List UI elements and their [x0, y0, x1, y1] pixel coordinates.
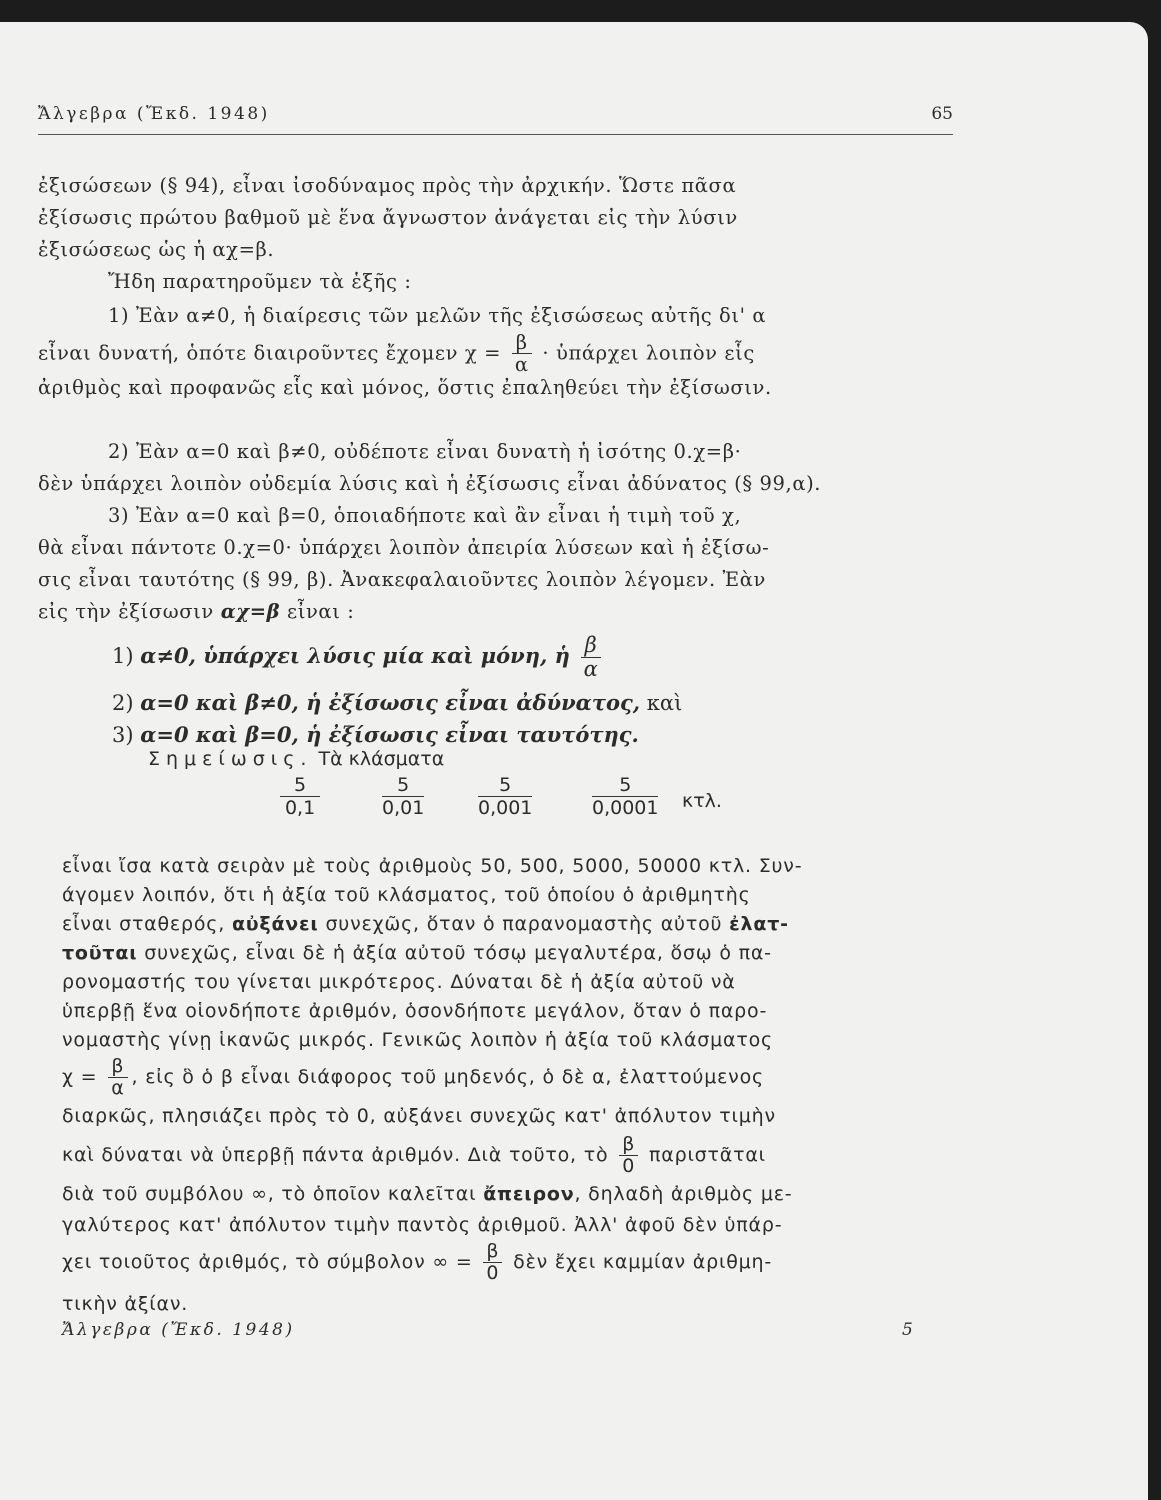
running-title: Ἄλγεβρα (Ἔκδ. 1948)	[38, 104, 270, 124]
fraction-numerator: 5	[280, 774, 320, 797]
text-span: · ὑπάρχει λοιπὸν εἷς	[542, 341, 755, 365]
fraction-denominator: α	[111, 1077, 125, 1099]
case-2	[112, 690, 682, 715]
text-line	[62, 1133, 972, 1177]
case-text: α=0 καὶ β≠0, ἡ ἐξίσωσις εἶναι ἀδύνατος,	[140, 690, 641, 715]
text-line	[62, 1240, 972, 1284]
case-number: 2)	[112, 691, 134, 715]
fraction-denominator: 0	[486, 1262, 500, 1284]
case-1	[112, 634, 605, 681]
fraction-denominator: 0	[622, 1155, 636, 1177]
note-ktl: κτλ.	[682, 790, 722, 812]
fraction	[483, 1241, 502, 1284]
note-body	[62, 852, 972, 1324]
text-line: ἀριθμὸς καὶ προφανῶς εἷς καὶ μόνος, ὅστις ἐπαληθεύει τὴν ἐξίσωσιν.	[38, 376, 772, 399]
equation: αχ=β	[220, 600, 281, 623]
item-3	[38, 500, 958, 628]
text-line: θὰ εἶναι πάντοτε 0.χ=0· ὑπάρχει λοιπὸν ἀπειρία λύσεων καὶ ἡ ἐξίσω-	[38, 536, 770, 559]
text-line	[62, 910, 972, 939]
text-line: εἶναι ἴσα κατὰ σειρὰν μὲ τοὺς ἀριθμοὺς 50, 500, 5000, 50000 κτλ. Συν-	[62, 855, 803, 877]
fraction-numerator: β	[512, 332, 532, 354]
text-line: ἐξισώσεως ὡς ἡ αχ=β.	[38, 238, 275, 261]
fraction-denominator: 0,01	[382, 797, 425, 819]
text-span: , δηλαδὴ ἀριθμὸς με-	[574, 1183, 793, 1205]
text-line: γαλύτερος κατ' ἀπόλυτον τιμὴν παντὸς ἀριθμοῦ. Ἀλλ' ἀφοῦ δὲν ὑπάρ-	[62, 1214, 783, 1236]
fraction	[581, 634, 601, 681]
text-line: 2) Ἐὰν α=0 καὶ β≠0, οὐδέποτε εἶναι δυνατὴ ἡ ἰσότης 0.χ=β·	[108, 440, 742, 463]
note-fraction-4	[592, 774, 658, 819]
item-1	[38, 300, 958, 404]
text-span: εἰς τὴν ἐξίσωσιν	[38, 600, 214, 623]
text-span: εἶναι δυνατή, ὁπότε διαιροῦντες ἔχομεν χ =	[38, 341, 502, 365]
fraction-denominator: 0,001	[478, 797, 533, 819]
note-text: Τὰ κλάσματα	[318, 748, 445, 770]
text-span: δὲν ἔχει καμμίαν ἀριθμη-	[513, 1251, 773, 1273]
fraction-denominator: α	[514, 353, 529, 377]
case-3	[112, 722, 639, 747]
text-span: διὰ τοῦ συμβόλου ∞, τὸ ὁποῖον καλεῖται	[62, 1183, 477, 1205]
item-2	[38, 436, 958, 500]
text-line	[38, 596, 958, 628]
note-fraction-1	[280, 774, 320, 819]
fraction-numerator: 5	[382, 774, 424, 797]
text-span: χ =	[62, 1066, 98, 1088]
text-line: ἐξίσωσις πρώτου βαθμοῦ μὲ ἕνα ἄγνωστον ἀνάγεται εἰς τὴν λύσιν	[38, 206, 738, 229]
text-line	[38, 331, 958, 377]
page-number: 65	[931, 104, 953, 124]
case-number: 3)	[112, 723, 134, 747]
text-line: άγομεν λοιπόν, ὅτι ἡ ἀξία τοῦ κλάσματος, τοῦ ὁποίου ὁ ἀριθμητὴς	[62, 884, 751, 906]
emphasis: ἐλατ-	[729, 913, 789, 935]
footer-title: Ἄλγεβρα (Ἔκδ. 1948)	[62, 1320, 295, 1340]
fraction-denominator: α	[583, 657, 598, 682]
note-heading	[148, 748, 444, 770]
text-span: , εἰς ὃ ὁ β εἶναι διάφορος τοῦ μηδενός, ὁ δὲ α, ἐλαττούμενος	[131, 1066, 764, 1088]
case-text: α≠0, ὑπάρχει λύσις μία καὶ μόνη, ἡ	[140, 643, 570, 669]
text-line: ὑπερβῇ ἕνα οἱονδήποτε ἀριθμόν, ὁσονδήποτε μεγάλον, ὅταν ὁ παρο-	[62, 1000, 768, 1022]
fraction-numerator: β	[581, 634, 601, 658]
text-line	[62, 1177, 972, 1211]
fraction-numerator: 5	[592, 774, 658, 797]
case-number: 1)	[112, 644, 134, 669]
text-span: εἶναι σταθερός,	[62, 913, 226, 935]
book-page	[0, 22, 1148, 1500]
text-span: χει τοιοῦτος ἀριθμός, τὸ σύμβολον ∞ =	[62, 1251, 473, 1273]
text-line: 1) Ἐὰν α≠0, ἡ διαίρεσις τῶν μελῶν τῆς ἐξισώσεως αὐτῆς δι' α	[108, 304, 767, 327]
paragraph-2: Ἤδη παρατηροῦμεν τὰ ἑξῆς :	[108, 270, 412, 293]
text-line	[62, 939, 972, 968]
page-header	[38, 104, 953, 135]
fraction-denominator: 0,0001	[592, 797, 659, 819]
signature-mark: 5	[902, 1320, 913, 1340]
text-span: παριστᾶται	[649, 1144, 766, 1166]
text-span: εἶναι :	[287, 600, 355, 623]
note-fraction-3	[478, 774, 532, 819]
text-line: ἐξισώσεων (§ 94), εἶναι ἰσοδύναμος πρὸς τὴν ἀρχικήν. Ὥστε πᾶσα	[38, 174, 737, 197]
text-line: 3) Ἐὰν α=0 καὶ β=0, ὁποιαδήποτε καὶ ἂν εἶναι ἡ τιμὴ τοῦ χ,	[108, 504, 742, 527]
text-span: συνεχῶς, εἶναι δὲ ἡ ἀξία αὐτοῦ τόσῳ μεγαλυτέρα, ὅσῳ ὁ πα-	[144, 942, 772, 964]
text-span: καὶ δύναται νὰ ὑπερβῇ πάντα ἀριθμόν. Διὰ τοῦτο, τὸ	[62, 1144, 609, 1166]
fraction-numerator: β	[619, 1134, 638, 1156]
text-span: συνεχῶς, ὅταν ὁ παρανομαστὴς αὐτοῦ	[325, 913, 723, 935]
emphasis: αὐξάνει	[231, 913, 319, 935]
fraction-numerator: β	[483, 1241, 502, 1263]
fraction	[619, 1134, 638, 1177]
text-line: τικὴν ἀξίαν.	[62, 1293, 189, 1315]
text-line: σις εἶναι ταυτότης (§ 99, β). Ἀνακεφαλαιοῦντες λοιπὸν λέγομεν. Ἐὰν	[38, 568, 767, 591]
fraction	[108, 1056, 127, 1099]
fraction	[512, 332, 532, 376]
text-line: διαρκῶς, πλησιάζει πρὸς τὸ 0, αὐξάνει συνεχῶς κατ' ἀπόλυτον τιμὴν	[62, 1105, 776, 1127]
text-line: δὲν ὑπάρχει λοιπὸν οὐδεμία λύσις καὶ ἡ ἐξίσωσις εἶναι ἀδύνατος (§ 99,α).	[38, 472, 822, 495]
paragraph-1	[38, 170, 958, 266]
text-line	[62, 1055, 972, 1099]
emphasis: ἄπειρον	[483, 1183, 575, 1205]
emphasis: τοῦται	[62, 942, 138, 964]
case-tail: καὶ	[646, 691, 683, 715]
fraction-numerator: 5	[478, 774, 532, 797]
case-text: α=0 καὶ β=0, ἡ ἐξίσωσις εἶναι ταυτότης.	[140, 722, 639, 747]
text-line: ρονομαστής του γίνεται μικρότερος. Δύναται δὲ ἡ ἀξία αὐτοῦ νὰ	[62, 971, 736, 993]
fraction-numerator: β	[108, 1056, 127, 1078]
text-line: νομαστὴς γίνῃ ἱκανῶς μικρός. Γενικῶς λοιπὸν ἡ ἀξία τοῦ κλάσματος	[62, 1029, 773, 1051]
note-fraction-2	[382, 774, 424, 819]
note-label: Σημείωσις.	[148, 748, 313, 770]
fraction-denominator: 0,1	[284, 797, 316, 819]
